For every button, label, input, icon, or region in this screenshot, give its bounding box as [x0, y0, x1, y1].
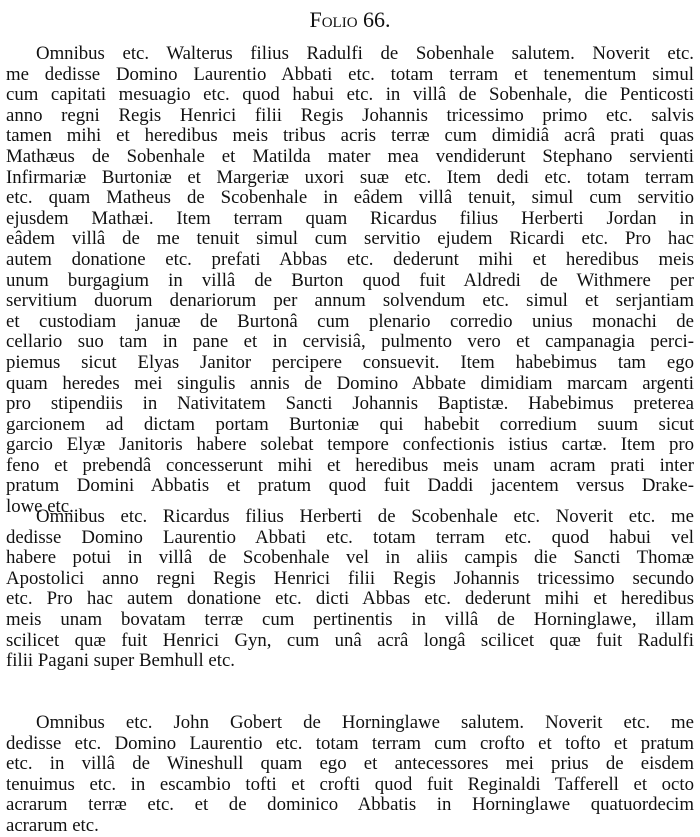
text-line: scilicet quæ fuit Henrici Gyn, cum unâ acrâ longâ scilicet quæ fuit Radulfi	[6, 630, 694, 651]
text-line: tamen mihi et heredibus meis tribus acris terræ cum dimidiâ acrâ prati quas	[6, 126, 694, 147]
text-line: Omnibus etc. Walterus filius Radulfi de Sobenhale salutem. Noverit etc.	[36, 44, 694, 64]
text-line: piemus sicut Elyas Janitor percipere consuevit. Item habebimus tam ego	[6, 352, 694, 373]
text-line: anno regni Regis Henrici filii Regis Johannis tricessimo primo etc. salvis	[6, 105, 694, 126]
text-line: etc. Pro hac autem donatione etc. dicti Abbas etc. dederunt mihi et heredibus	[6, 589, 694, 610]
text-line: habere potui in villâ de Scobenhale vel in aliis campis die Sancti Thomæ	[6, 548, 694, 569]
text-line: feno et prebendâ concesserunt mihi et heredibus meis unam acram prati inter	[6, 455, 694, 476]
text-line: eâdem villâ de me tenuit simul cum servitio ejudem Ricardi etc. Pro hac	[6, 229, 694, 250]
text-line: quam heredes mei singulis annis de Domino Abbate dimidiam marcam argenti	[6, 373, 694, 394]
paragraph-3	[0, 713, 700, 837]
folio-title: Folio 66.	[309, 7, 391, 32]
text-line: autem donatione etc. prefati Abbas etc. dederunt mihi et heredibus meis	[6, 249, 694, 270]
text-line: pratum Domini Abbatis et pratum quod fuit Daddi jacentem versus Drake-	[6, 476, 694, 497]
text-line: etc. quam Matheus de Scobenhale in eâdem villâ tenuit, simul cum servitio	[6, 188, 694, 209]
text-line: acrarum etc.	[6, 815, 99, 836]
text-line: meis unam bovatam terræ cum pertinentis in villâ de Horninglawe, illam	[6, 609, 694, 630]
text-line: garcionem ad dictam portam Burtoniæ qui habebit corredium suum sicut	[6, 414, 694, 435]
text-line: dedisse etc. Domino Laurentio etc. totam terram cum crofto et tofto et pratum	[6, 733, 694, 754]
text-line: et custodiam januæ de Burtonâ cum plenario corredio unius monachi de	[6, 311, 694, 332]
text-line: Apostolici anno regni Regis Henrici filii Regis Johannis tricessimo secundo	[6, 568, 694, 589]
text-line: Mathæus de Sobenhale et Matilda mater mea vendiderunt Stephano servienti	[6, 146, 694, 167]
text-line: Infirmariæ Burtoniæ et Margeriæ uxori suæ etc. Item dedi etc. totam terram	[6, 167, 694, 188]
text-line: Omnibus etc. Ricardus filius Herberti de Scobenhale etc. Noverit etc. me	[36, 507, 694, 527]
text-line: garcio Elyæ Janitoris habere solebat tempore confectionis istius cartæ. Item pro	[6, 435, 694, 456]
text-line: unum burgagium in villâ de Burton quod fuit Aldredi de Withmere per	[6, 270, 694, 291]
text-line: filii Pagani super Bemhull etc.	[6, 651, 235, 672]
text-line: pro stipendiis in Nativitatem Sancti Johannis Baptistæ. Habebimus preterea	[6, 394, 694, 415]
text-line: tenuimus etc. in escambio tofti et crofti quod fuit Reginaldi Tafferell et octo	[6, 774, 694, 795]
paragraph-1	[0, 44, 700, 518]
text-line: Omnibus etc. John Gobert de Horninglawe salutem. Noverit etc. me	[36, 713, 694, 733]
text-line: ejusdem Mathæi. Item terram quam Ricardus filius Herberti Jordan in	[6, 208, 694, 229]
text-line: cellario suo tam in pane et in cervisiâ, pulmento vero et campanagia perci-	[6, 332, 694, 353]
paragraph-2	[0, 507, 700, 672]
text-line: servitium duorum denariorum per annum solvendum etc. simul et serjantiam	[6, 291, 694, 312]
text-line: dedisse Domino Laurentio Abbati etc. totam terram etc. quod habui vel	[6, 527, 694, 548]
text-line: me dedisse Domino Laurentio Abbati etc. totam terram et tenementum simul	[6, 64, 694, 85]
text-line: acrarum terræ etc. et de dominico Abbatis in Horninglawe quatuordecim	[6, 795, 694, 816]
text-line: etc. in villâ de Wineshull quam ego et antecessores mei prius de eisdem	[6, 754, 694, 775]
text-line: lowe etc.	[6, 497, 74, 518]
text-line: cum capitati mesuagio etc. quod habui etc. in villâ de Sobenhale, die Penticosti	[6, 85, 694, 106]
